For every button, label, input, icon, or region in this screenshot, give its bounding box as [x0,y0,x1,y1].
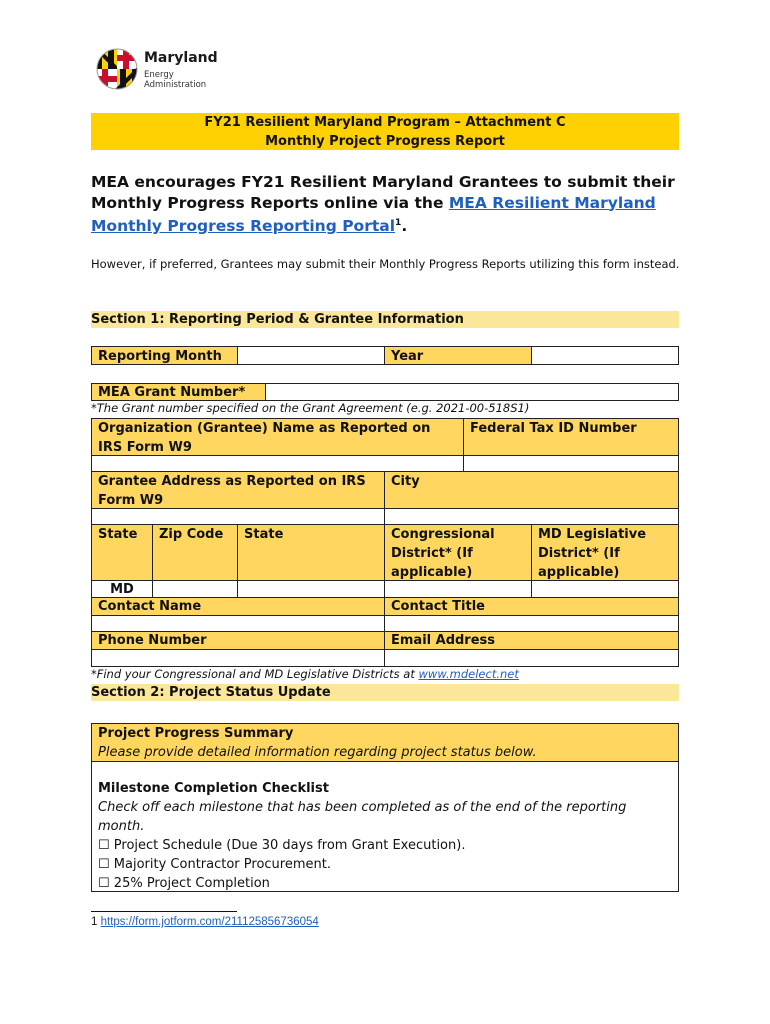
milestone-item[interactable] [98,855,672,874]
federal-tax-id-label: Federal Tax ID Number [463,418,679,456]
address-field[interactable] [91,508,385,525]
grant-number-note: *The Grant number specified on the Grant Agreement (e.g. 2021-00-518S1) [91,401,530,415]
contact-name-field[interactable] [91,615,385,632]
milestone-label: Majority Contractor Procurement. [113,857,331,872]
contact-title-label: Contact Title [384,597,679,616]
footnote-ref: 1 [395,218,402,228]
reporting-month-label: Reporting Month [91,346,238,365]
intro-period: . [401,217,408,236]
title-line-2: Monthly Project Progress Report [265,134,505,149]
footnote-divider [91,911,237,912]
checkbox-icon[interactable]: ☐ [98,838,110,853]
email-field[interactable] [384,649,679,667]
intro-paragraph [91,172,681,237]
progress-summary-header [91,723,679,762]
reporting-month-field[interactable] [237,346,385,365]
logo-subtitle-1: Energy [144,70,174,80]
section-1-heading: Section 1: Reporting Period & Grantee Information [91,311,679,328]
district-note [91,667,519,681]
zip-code-field[interactable] [152,580,238,598]
year-field[interactable] [531,346,679,365]
portal-link[interactable]: MEA Resilient Maryland Monthly Progress Reporting Portal [91,193,656,236]
checklist-instruction: Check off each milestone that has been completed as of the end of the reporting month. [98,800,627,834]
state-label: State [91,524,153,581]
city-label: City [384,471,679,509]
congressional-district-label: Congressional District* (If applicable) [384,524,532,581]
section-2-heading: Section 2: Project Status Update [91,684,679,701]
footnote-link[interactable]: https://form.jotform.com/211125856736054 [100,916,319,928]
logo-title: Maryland [144,50,218,66]
document-title [91,113,679,150]
grant-number-field[interactable] [265,383,679,401]
phone-field[interactable] [91,649,385,667]
checklist-title: Milestone Completion Checklist [98,781,329,796]
progress-summary-instruction: Please provide detailed information regarding project status below. [98,745,537,760]
milestone-label: 25% Project Completion [113,876,270,891]
milestone-label: Project Schedule (Due 30 days from Grant Execution). [113,838,466,853]
mdelect-link[interactable]: www.mdelect.net [418,667,519,681]
state-field[interactable] [237,580,385,598]
address-label: Grantee Address as Reported on IRS Form W9 [91,471,385,509]
district-note-text: *Find your Congressional and MD Legislative Districts at [91,667,419,681]
phone-label: Phone Number [91,631,385,650]
city-field[interactable] [384,508,679,525]
maryland-flag-icon [96,48,138,90]
milestone-checklist [91,761,679,892]
title-line-1: FY21 Resilient Maryland Program – Attachment C [204,115,566,130]
grant-number-label: MEA Grant Number* [91,383,266,401]
federal-tax-id-field[interactable] [463,455,679,472]
zip-code-label: Zip Code [152,524,238,581]
checkbox-icon[interactable]: ☐ [98,876,110,891]
md-legislative-district-field[interactable] [531,580,679,598]
congressional-district-field[interactable] [384,580,532,598]
org-name-field[interactable] [91,455,464,472]
year-label: Year [384,346,532,365]
contact-title-field[interactable] [384,615,679,632]
intro-text: MEA encourages FY21 Resilient Maryland Grantees to submit their Monthly Progress Reports online via the [91,173,675,212]
milestone-item[interactable] [98,836,672,855]
intro-paragraph-2: However, if preferred, Grantees may submit their Monthly Progress Reports utilizing this form instead. [91,257,680,271]
md-legislative-district-label: MD Legislative District* (If applicable) [531,524,679,581]
contact-name-label: Contact Name [91,597,385,616]
progress-summary-title: Project Progress Summary [98,726,294,741]
footnote [91,916,319,928]
email-label: Email Address [384,631,679,650]
logo-subtitle-2: Administration [144,80,207,90]
state-label-2: State [237,524,385,581]
milestone-item[interactable] [98,874,672,893]
mea-logo [96,46,216,92]
checkbox-icon[interactable]: ☐ [98,857,110,872]
org-name-label: Organization (Grantee) Name as Reported on IRS Form W9 [91,418,464,456]
footnote-number: 1 [91,916,98,928]
state-value[interactable]: MD [91,580,153,598]
